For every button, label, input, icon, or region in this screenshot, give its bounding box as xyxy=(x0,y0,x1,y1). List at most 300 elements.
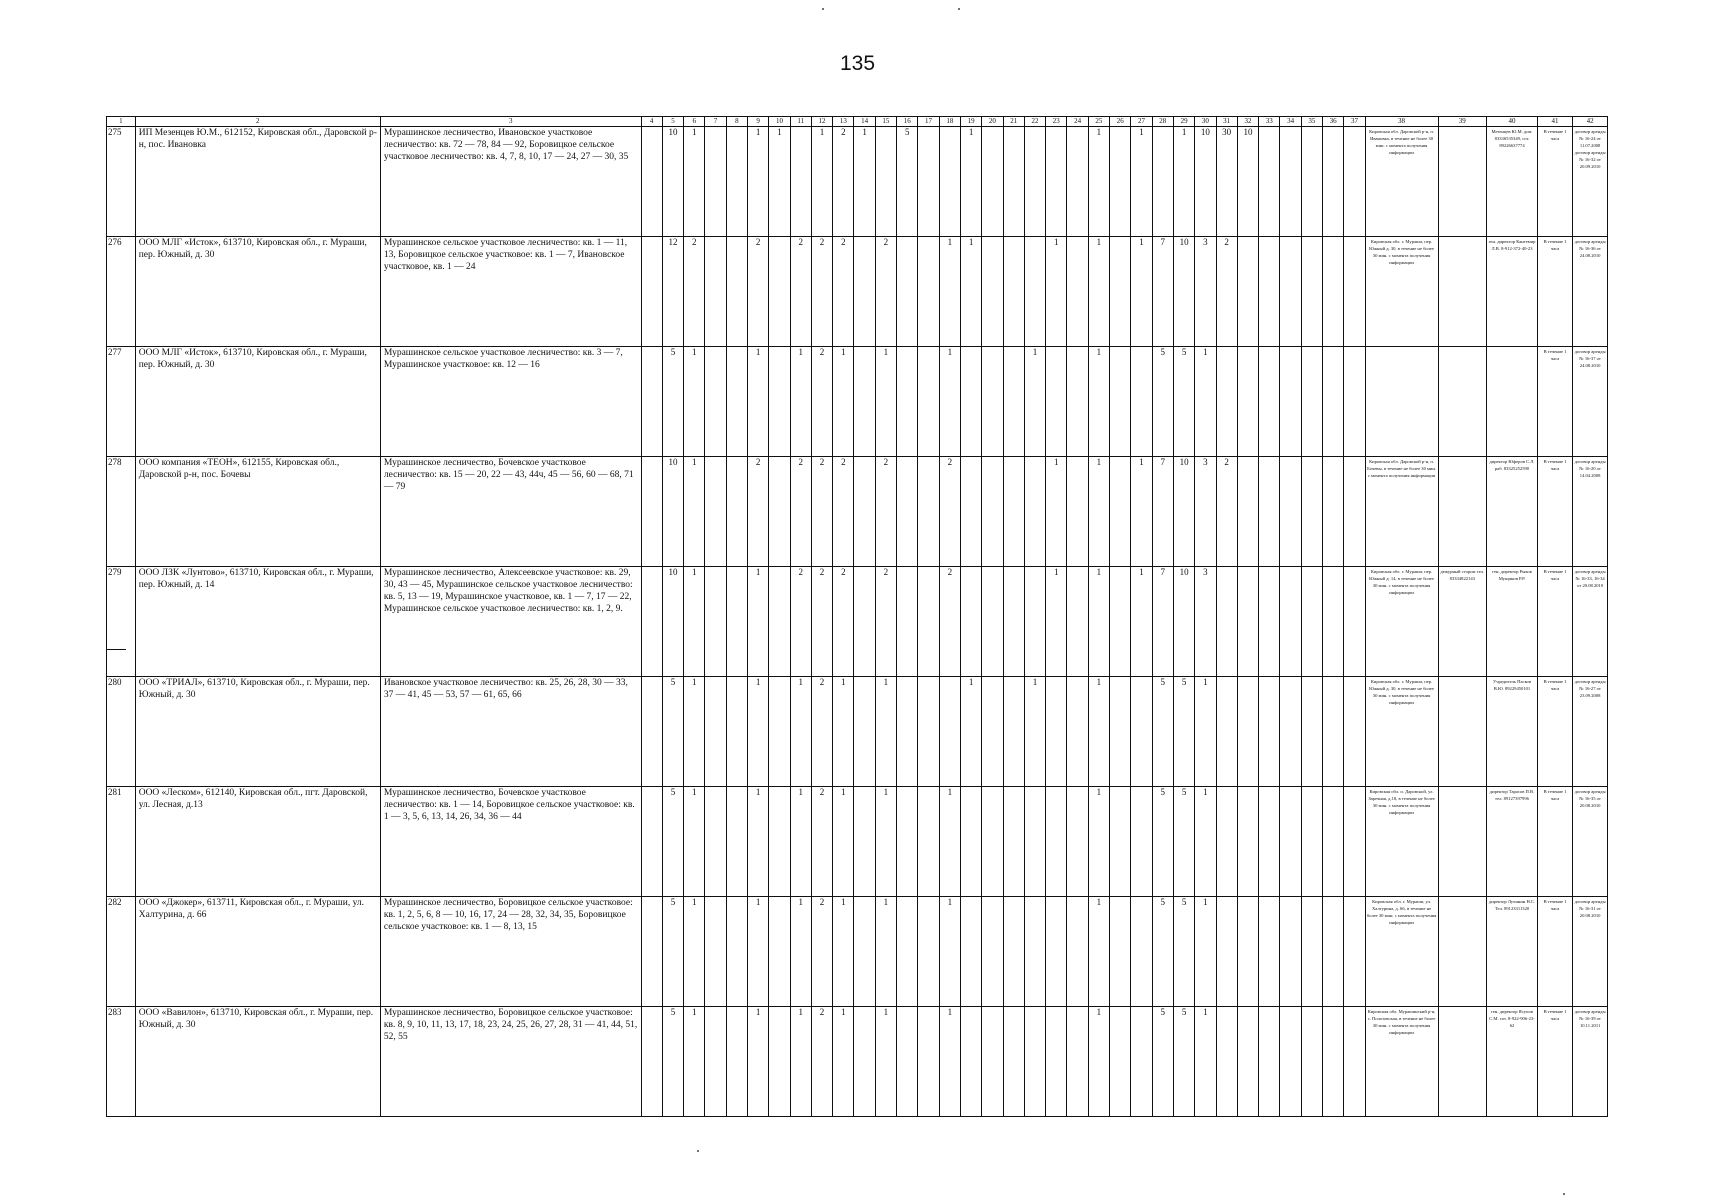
resource-count-cell xyxy=(1046,347,1067,457)
resource-count-cell: 7 xyxy=(1152,237,1173,347)
forest-area-cell: Мурашинское сельское участковое лесничество: кв. 3 — 7, Мурашинское участковое: кв. 12 — 16 xyxy=(380,347,641,457)
resource-count-cell: 5 xyxy=(1152,897,1173,1007)
dispatch-location-cell: Кировская обл. Даровской р-н, п. Ивановка, в течение не более 30 мин. с момента получения информации xyxy=(1365,127,1438,237)
resource-count-cell xyxy=(1344,787,1365,897)
resource-count-cell: 2 xyxy=(811,897,832,1007)
resource-count-cell xyxy=(1344,1007,1365,1117)
resource-count-cell xyxy=(1323,787,1344,897)
forest-area-cell: Мурашинское лесничество, Бочевское участковое лесничество: кв. 1 — 14, Боровицкое сельское участковое: кв. 1 — 3, 5, 6, 13, 14, 26, 34, 36 — 44 xyxy=(380,787,641,897)
resource-count-cell: 1 xyxy=(790,897,811,1007)
resource-count-cell: 2 xyxy=(811,237,832,347)
resource-count-cell xyxy=(982,1007,1003,1117)
table-row xyxy=(107,897,1608,1007)
row-number: 277 xyxy=(107,347,136,457)
resource-count-cell xyxy=(1216,787,1237,897)
resource-count-cell: 1 xyxy=(939,237,960,347)
resource-count-cell xyxy=(1301,787,1322,897)
resource-count-cell xyxy=(1131,677,1152,787)
resource-count-cell xyxy=(705,567,726,677)
resource-count-cell xyxy=(1280,567,1301,677)
resource-count-cell xyxy=(1323,347,1344,457)
resource-count-cell xyxy=(854,457,875,567)
resource-count-cell: 2 xyxy=(833,457,854,567)
resource-count-cell: 1 xyxy=(1088,567,1109,677)
lease-contract-cell: договор аренды № 16-24 от 11.07.2008 договор аренды № 16-32 от 20.09.2010 xyxy=(1573,127,1608,237)
resource-count-cell xyxy=(1259,237,1280,347)
resource-count-cell: 5 xyxy=(1152,1007,1173,1117)
column-number: 14 xyxy=(854,117,875,127)
dispatch-location-cell: Кировская обл. п. Даровской, ул. Заречная, д.18, в течение не более 30 мин. с момента получения информации xyxy=(1365,787,1438,897)
resource-count-cell xyxy=(897,1007,918,1117)
resource-count-cell xyxy=(1301,897,1322,1007)
resource-count-cell: 2 xyxy=(875,457,896,567)
scan-speck xyxy=(958,8,960,10)
resource-count-cell xyxy=(1323,1007,1344,1117)
resource-count-cell: 1 xyxy=(790,347,811,457)
resource-count-cell xyxy=(897,897,918,1007)
resource-count-cell: 1 xyxy=(684,897,705,1007)
column-number: 39 xyxy=(1438,117,1487,127)
column-number: 40 xyxy=(1487,117,1538,127)
resource-count-cell xyxy=(705,677,726,787)
column-number: 25 xyxy=(1088,117,1109,127)
resource-count-cell: 10 xyxy=(1173,237,1194,347)
column-number: 11 xyxy=(790,117,811,127)
resource-count-cell xyxy=(1067,127,1088,237)
column-number: 21 xyxy=(1003,117,1024,127)
duty-contact-cell xyxy=(1438,237,1487,347)
resource-count-cell xyxy=(1131,897,1152,1007)
resource-count-cell xyxy=(897,237,918,347)
resource-count-cell: 5 xyxy=(662,677,683,787)
resource-count-cell xyxy=(1237,347,1258,457)
resource-count-cell xyxy=(1024,897,1045,1007)
resource-count-cell xyxy=(854,787,875,897)
resource-count-cell xyxy=(1110,457,1131,567)
resource-count-cell: 10 xyxy=(1173,567,1194,677)
resource-count-cell xyxy=(1216,897,1237,1007)
column-number: 7 xyxy=(705,117,726,127)
forest-area-cell: Мурашинское лесничество, Боровицкое сельское участковое: кв. 8, 9, 10, 11, 13, 17, 18, 23, 24, 25, 26, 27, 28, 31 — 41, 44, 51, 52, 55 xyxy=(380,1007,641,1117)
resource-count-cell xyxy=(982,787,1003,897)
responsible-person-cell: директор Тарасов П.В. тел. 89127397996 xyxy=(1487,787,1538,897)
column-number: 8 xyxy=(726,117,747,127)
row-number: 281 xyxy=(107,787,136,897)
resource-count-cell xyxy=(1003,787,1024,897)
resource-count-cell: 5 xyxy=(662,787,683,897)
resource-count-cell xyxy=(1024,237,1045,347)
organization-cell: ООО МЛГ «Исток», 613710, Кировская обл., г. Мураши, пер. Южный, д. 30 xyxy=(135,237,380,347)
resource-count-cell xyxy=(1003,237,1024,347)
resource-count-cell xyxy=(982,127,1003,237)
dispatch-location-cell: Кировская обл. г. Мураши, пер. Южный д. 30, в течение не более 30 мин. с момента получения информации xyxy=(1365,237,1438,347)
resource-count-cell: 1 xyxy=(875,787,896,897)
resource-count-cell xyxy=(1216,677,1237,787)
resource-count-cell: 1 xyxy=(790,1007,811,1117)
response-time-cell: В течение 1 часа xyxy=(1537,897,1572,1007)
resource-count-cell xyxy=(1301,237,1322,347)
resource-count-cell xyxy=(1301,127,1322,237)
resource-count-cell: 5 xyxy=(662,897,683,1007)
resource-count-cell xyxy=(960,897,981,1007)
resource-count-cell: 2 xyxy=(811,567,832,677)
resource-count-cell xyxy=(1003,127,1024,237)
resource-count-cell xyxy=(1259,567,1280,677)
column-number: 19 xyxy=(960,117,981,127)
resource-count-cell xyxy=(960,567,981,677)
table-row xyxy=(107,237,1608,347)
resource-count-cell: 1 xyxy=(833,787,854,897)
resource-count-cell xyxy=(705,787,726,897)
column-number: 33 xyxy=(1259,117,1280,127)
resource-count-cell: 3 xyxy=(1195,567,1216,677)
resource-count-cell: 1 xyxy=(769,127,790,237)
resource-count-cell xyxy=(982,347,1003,457)
resource-count-cell xyxy=(769,787,790,897)
resource-count-cell xyxy=(1046,677,1067,787)
resource-count-cell: 2 xyxy=(939,457,960,567)
resource-count-cell xyxy=(705,347,726,457)
resource-count-cell: 1 xyxy=(1131,237,1152,347)
resource-count-cell xyxy=(854,1007,875,1117)
resource-count-cell xyxy=(1110,567,1131,677)
column-number: 13 xyxy=(833,117,854,127)
resource-count-cell: 2 xyxy=(811,677,832,787)
resource-count-cell: 1 xyxy=(1195,1007,1216,1117)
column-number: 5 xyxy=(662,117,683,127)
table-row xyxy=(107,347,1608,457)
resource-count-cell: 1 xyxy=(939,787,960,897)
resource-count-cell xyxy=(1237,237,1258,347)
duty-contact-cell xyxy=(1438,457,1487,567)
resource-count-cell xyxy=(1003,677,1024,787)
resource-count-cell: 1 xyxy=(1131,457,1152,567)
resource-count-cell: 1 xyxy=(833,1007,854,1117)
organization-cell: ООО «Леском», 612140, Кировская обл., пгт. Даровской, ул. Лесная, д.13 xyxy=(135,787,380,897)
resource-count-cell xyxy=(1131,787,1152,897)
responsible-person-cell: ген. директор Ясупов С.М. сот. 8-922-906-23-62 xyxy=(1487,1007,1538,1117)
resource-count-cell: 10 xyxy=(1195,127,1216,237)
resource-count-cell xyxy=(769,897,790,1007)
resource-count-cell xyxy=(854,897,875,1007)
responsible-person-cell: ген. директор Рыков Мущинов Р.Р. xyxy=(1487,567,1538,677)
resource-count-cell: 2 xyxy=(684,237,705,347)
resource-count-cell xyxy=(641,897,662,1007)
resource-count-cell xyxy=(1110,787,1131,897)
resource-count-cell: 1 xyxy=(684,457,705,567)
resource-count-cell xyxy=(1003,567,1024,677)
resource-count-cell: 1 xyxy=(748,347,769,457)
resource-count-cell: 1 xyxy=(1088,237,1109,347)
row-number: 283 xyxy=(107,1007,136,1117)
response-time-cell: В течение 1 часа xyxy=(1537,457,1572,567)
resource-count-cell: 5 xyxy=(1173,677,1194,787)
response-time-cell: В течение 1 часа xyxy=(1537,787,1572,897)
resource-count-cell xyxy=(705,237,726,347)
row-number: 282 xyxy=(107,897,136,1007)
resource-count-cell: 5 xyxy=(1173,1007,1194,1117)
resource-count-cell xyxy=(1280,1007,1301,1117)
resource-count-cell xyxy=(1344,347,1365,457)
column-number: 22 xyxy=(1024,117,1045,127)
resource-count-cell: 1 xyxy=(875,677,896,787)
resource-count-cell xyxy=(1152,127,1173,237)
resource-count-cell xyxy=(1067,457,1088,567)
response-time-cell: В течение 1 часа xyxy=(1537,347,1572,457)
resource-count-cell: 1 xyxy=(854,127,875,237)
resource-count-cell xyxy=(918,237,939,347)
resource-count-cell xyxy=(1280,127,1301,237)
table-row xyxy=(107,1007,1608,1117)
resource-count-cell xyxy=(918,127,939,237)
resource-count-cell xyxy=(1259,347,1280,457)
resource-count-cell: 2 xyxy=(811,347,832,457)
resource-count-cell: 10 xyxy=(1237,127,1258,237)
resource-count-cell: 1 xyxy=(684,677,705,787)
column-number: 26 xyxy=(1110,117,1131,127)
resource-count-cell xyxy=(726,677,747,787)
resource-count-cell: 2 xyxy=(833,567,854,677)
resource-count-cell xyxy=(854,237,875,347)
resource-count-cell xyxy=(1067,897,1088,1007)
resource-count-cell xyxy=(1024,127,1045,237)
column-number: 35 xyxy=(1301,117,1322,127)
resource-count-cell: 10 xyxy=(662,457,683,567)
resource-count-cell xyxy=(897,677,918,787)
resource-count-cell xyxy=(897,787,918,897)
column-number: 42 xyxy=(1573,117,1608,127)
lease-contract-cell: договор аренды № 16-20 от 14.04.2008 xyxy=(1573,457,1608,567)
column-number: 38 xyxy=(1365,117,1438,127)
dispatch-location-cell: Кировская обл. г. Мураши, пер. Южный д. 30, в течение не более 30 мин. с момента получения информации xyxy=(1365,677,1438,787)
resource-count-cell: 1 xyxy=(1046,237,1067,347)
column-number: 32 xyxy=(1237,117,1258,127)
column-number: 27 xyxy=(1131,117,1152,127)
resource-count-cell xyxy=(726,237,747,347)
organization-cell: ООО «ТРИАЛ», 613710, Кировская обл., г. Мураши, пер. Южный, д. 30 xyxy=(135,677,380,787)
resource-count-cell: 2 xyxy=(939,567,960,677)
resource-count-cell xyxy=(1280,677,1301,787)
resource-count-cell xyxy=(939,127,960,237)
resource-count-cell: 1 xyxy=(960,677,981,787)
resource-count-cell xyxy=(1003,897,1024,1007)
resource-count-cell xyxy=(1301,677,1322,787)
column-number: 10 xyxy=(769,117,790,127)
resource-count-cell: 1 xyxy=(748,127,769,237)
duty-contact-cell xyxy=(1438,677,1487,787)
scan-speck xyxy=(822,8,824,10)
resource-count-cell: 30 xyxy=(1216,127,1237,237)
column-number: 18 xyxy=(939,117,960,127)
resource-count-cell: 2 xyxy=(748,237,769,347)
resource-count-cell: 1 xyxy=(684,127,705,237)
column-number-row xyxy=(107,117,1608,127)
resource-count-cell: 1 xyxy=(684,567,705,677)
resource-count-cell xyxy=(726,127,747,237)
resource-count-cell xyxy=(1280,347,1301,457)
lease-contract-cell: договор аренды № 16-39 от 10.11.2011 xyxy=(1573,1007,1608,1117)
resource-count-cell: 10 xyxy=(1173,457,1194,567)
resource-count-cell xyxy=(960,457,981,567)
column-number: 36 xyxy=(1323,117,1344,127)
table-row xyxy=(107,457,1608,567)
forest-area-cell: Мурашинское лесничество, Боровицкое сельское участковое: кв. 1, 2, 5, 6, 8 — 10, 16, 17, 24 — 28, 32, 34, 35, Боровицкое сельское участковое: кв. 1 — 8, 13, 15 xyxy=(380,897,641,1007)
resource-count-cell: 2 xyxy=(748,457,769,567)
resource-count-cell xyxy=(1344,457,1365,567)
resource-count-cell xyxy=(641,457,662,567)
column-number: 12 xyxy=(811,117,832,127)
resource-count-cell xyxy=(1046,1007,1067,1117)
column-number: 29 xyxy=(1173,117,1194,127)
resource-count-cell: 1 xyxy=(748,567,769,677)
column-number: 1 xyxy=(107,117,136,127)
resource-count-cell: 1 xyxy=(875,1007,896,1117)
resource-count-cell: 1 xyxy=(1088,897,1109,1007)
resource-count-cell xyxy=(769,567,790,677)
resource-count-cell xyxy=(769,457,790,567)
resource-count-cell xyxy=(960,347,981,457)
resource-count-cell: 1 xyxy=(1195,347,1216,457)
table-row xyxy=(107,677,1608,787)
resource-count-cell xyxy=(769,677,790,787)
resource-count-cell: 1 xyxy=(684,1007,705,1117)
resource-count-cell: 12 xyxy=(662,237,683,347)
resource-count-cell xyxy=(1110,897,1131,1007)
resource-count-cell: 3 xyxy=(1195,237,1216,347)
resource-count-cell xyxy=(1110,127,1131,237)
resource-count-cell: 1 xyxy=(1195,677,1216,787)
resource-count-cell: 5 xyxy=(1152,787,1173,897)
resource-count-cell xyxy=(1323,237,1344,347)
resource-count-cell xyxy=(960,1007,981,1117)
row-number: 280 xyxy=(107,677,136,787)
column-number: 24 xyxy=(1067,117,1088,127)
lease-contract-cell: договор аренды № 16-37 от 24.08.2010 xyxy=(1573,347,1608,457)
resource-count-cell xyxy=(1024,457,1045,567)
resource-count-cell: 2 xyxy=(811,787,832,897)
lease-contract-cell: договор аренды № 16-31 от 20.08.2010 xyxy=(1573,897,1608,1007)
resource-count-cell: 2 xyxy=(875,567,896,677)
resource-count-cell xyxy=(641,237,662,347)
resource-count-cell xyxy=(1344,567,1365,677)
forest-area-cell: Мурашинское лесничество, Алексеевское участковое: кв. 29, 30, 43 — 45, Мурашинское сельское участковое лесничество: кв. 5, 13 — 19, Мурашинское участковое, кв. 1 — 7, 17 — 22, Мурашинское сельское участковое лесничество: кв. 1, 2, 9. xyxy=(380,567,641,677)
resource-count-cell xyxy=(641,567,662,677)
resource-count-cell xyxy=(769,1007,790,1117)
resource-count-cell xyxy=(897,347,918,457)
resource-count-cell xyxy=(1216,1007,1237,1117)
resource-count-cell: 5 xyxy=(897,127,918,237)
row-number: 276 xyxy=(107,237,136,347)
resource-count-cell xyxy=(982,237,1003,347)
duty-contact-cell xyxy=(1438,127,1487,237)
resource-count-cell: 5 xyxy=(662,1007,683,1117)
resource-count-cell: 5 xyxy=(1173,787,1194,897)
responsible-person-cell: ген. директор Кантемир Л.В. 8-912-372-40-23 xyxy=(1487,237,1538,347)
resource-count-cell xyxy=(641,787,662,897)
resource-count-cell xyxy=(641,677,662,787)
resource-count-cell xyxy=(1067,237,1088,347)
resource-count-cell: 1 xyxy=(960,127,981,237)
resource-count-cell: 1 xyxy=(748,897,769,1007)
resource-count-cell xyxy=(1216,347,1237,457)
resource-count-cell xyxy=(769,237,790,347)
resource-count-cell xyxy=(897,457,918,567)
resource-count-cell xyxy=(1280,237,1301,347)
column-number: 4 xyxy=(641,117,662,127)
lease-contract-cell: договор аренды № 16-36 от 24.08.2010 xyxy=(1573,237,1608,347)
resource-count-cell xyxy=(1237,677,1258,787)
resource-count-cell: 1 xyxy=(1173,127,1194,237)
resource-count-cell xyxy=(1344,127,1365,237)
resource-count-cell: 5 xyxy=(1173,897,1194,1007)
resource-count-cell xyxy=(1323,567,1344,677)
organization-cell: ООО «Джокер», 613711, Кировская обл., г. Мураши, ул. Халтурина, д. 66 xyxy=(135,897,380,1007)
resource-count-cell: 1 xyxy=(1131,567,1152,677)
resource-count-cell xyxy=(982,457,1003,567)
resource-count-cell xyxy=(918,787,939,897)
resource-count-cell xyxy=(1323,677,1344,787)
resource-count-cell xyxy=(705,457,726,567)
resource-count-cell xyxy=(726,787,747,897)
resource-count-cell xyxy=(1280,457,1301,567)
resource-count-cell xyxy=(1131,347,1152,457)
resource-count-cell xyxy=(1344,677,1365,787)
forest-area-cell: Мурашинское лесничество, Бочевское участковое лесничество: кв. 15 — 20, 22 — 43, 44ч, 45 — 56, 60 — 68, 71 — 79 xyxy=(380,457,641,567)
resource-count-cell xyxy=(1067,1007,1088,1117)
response-time-cell: В течение 1 часа xyxy=(1537,237,1572,347)
resource-count-cell xyxy=(939,677,960,787)
response-time-cell: В течение 1 часа xyxy=(1537,127,1572,237)
resource-count-cell xyxy=(1067,567,1088,677)
dispatch-location-cell: Кировская обл. Даровской р-н, п. Бочевы, в течение не более 30 мин. с момента получения информации xyxy=(1365,457,1438,567)
resource-count-cell xyxy=(854,347,875,457)
resource-count-cell: 1 xyxy=(939,1007,960,1117)
resource-count-cell xyxy=(1259,677,1280,787)
resource-count-cell: 2 xyxy=(875,237,896,347)
resource-count-cell xyxy=(641,347,662,457)
resource-count-cell xyxy=(1110,1007,1131,1117)
resource-count-cell: 2 xyxy=(790,567,811,677)
column-number: 16 xyxy=(897,117,918,127)
resource-count-cell xyxy=(1323,897,1344,1007)
resource-count-cell: 1 xyxy=(1088,1007,1109,1117)
resource-count-cell: 3 xyxy=(1195,457,1216,567)
resource-count-cell xyxy=(726,897,747,1007)
resource-count-cell xyxy=(1301,347,1322,457)
resource-count-cell xyxy=(1237,897,1258,1007)
resource-count-cell xyxy=(1259,897,1280,1007)
resource-count-cell: 1 xyxy=(833,677,854,787)
resource-count-cell: 5 xyxy=(1173,347,1194,457)
column-number: 3 xyxy=(380,117,641,127)
column-number: 41 xyxy=(1537,117,1572,127)
resource-count-cell: 1 xyxy=(748,787,769,897)
resource-count-cell xyxy=(1259,1007,1280,1117)
resource-count-cell: 2 xyxy=(790,237,811,347)
column-number: 15 xyxy=(875,117,896,127)
table-row xyxy=(107,127,1608,237)
response-time-cell: В течение 1 часа xyxy=(1537,567,1572,677)
resource-count-cell xyxy=(1237,457,1258,567)
resource-count-cell: 1 xyxy=(684,787,705,897)
resource-count-cell: 1 xyxy=(875,897,896,1007)
dispatch-location-cell: Кировская обл. г. Мураши, пер. Южный д. 14, в течение не более 30 мин. с момента получения информации xyxy=(1365,567,1438,677)
resource-count-cell: 1 xyxy=(1131,127,1152,237)
resource-count-cell xyxy=(1067,787,1088,897)
resource-count-cell xyxy=(1259,127,1280,237)
responsible-person-cell: Учредитель Пасков В.Ю. 89229450101 xyxy=(1487,677,1538,787)
forest-area-cell: Мурашинское сельское участковое лесничество: кв. 1 — 11, 13, Боровицкое сельское участковое: кв. 1 — 7, Ивановское участковое, кв. 1 — 24 xyxy=(380,237,641,347)
